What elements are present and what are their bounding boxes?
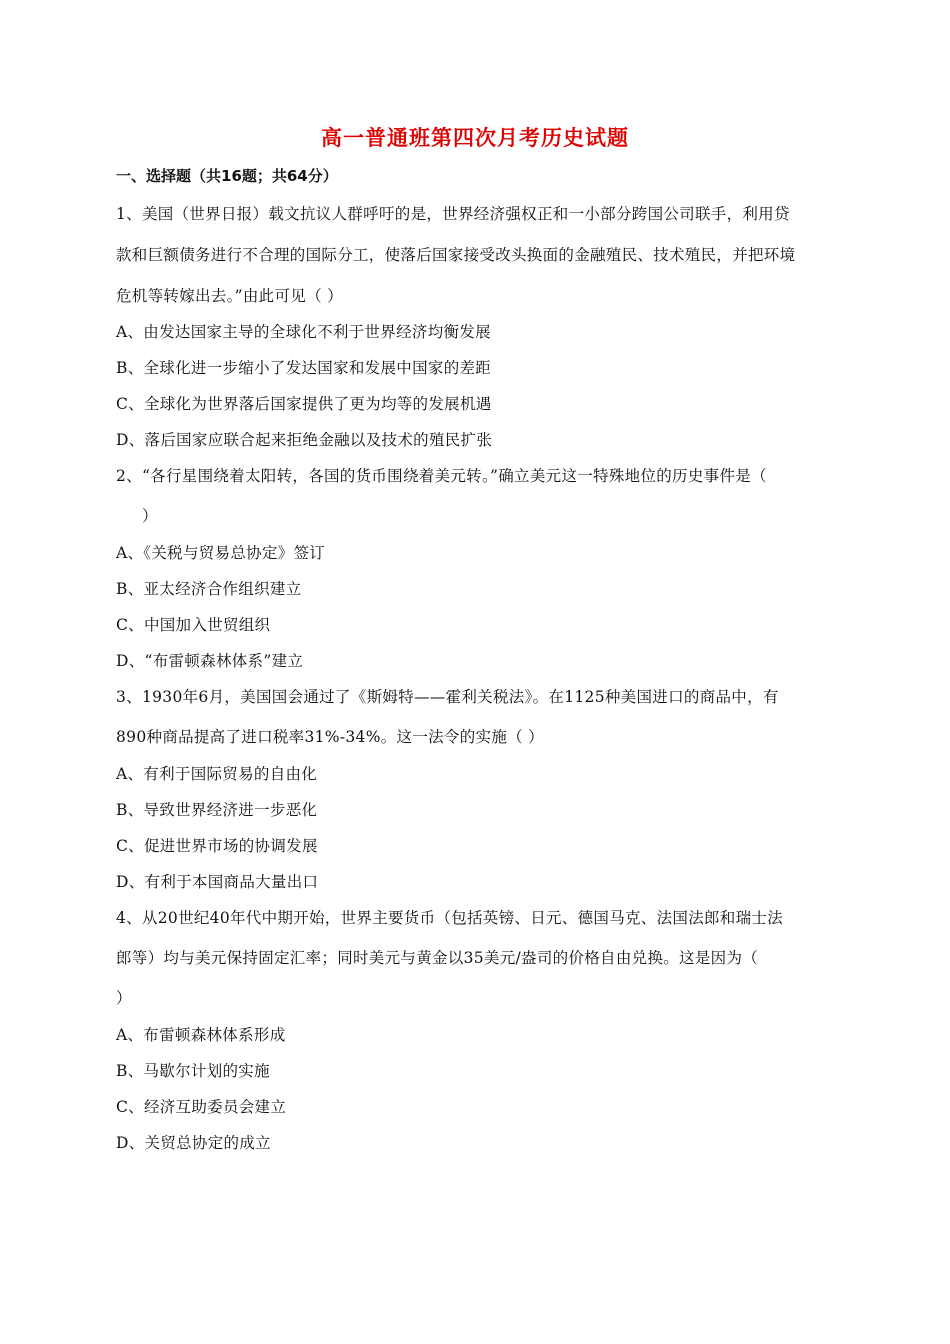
- question-3-line-2: 890种商品提高了进口税率31%-34%。这一法令的实施（ ）: [116, 728, 544, 746]
- question-2-option-c: C、中国加入世贸组织: [116, 616, 271, 634]
- question-2-option-b: B、亚太经济合作组织建立: [116, 580, 302, 598]
- question-4-option-a: A、布雷顿森林体系形成: [116, 1026, 286, 1044]
- question-3-line-1: 3、1930年6月，美国国会通过了《斯姆特——霍利关税法》。在1125种美国进口的商品中，有: [116, 688, 779, 706]
- question-4-line-1: 4、从20世纪40年代中期开始，世界主要货币（包括英镑、日元、德国马克、法国法郎和瑞士法: [116, 909, 784, 927]
- section-heading: 一、选择题（共16题；共64分）: [116, 167, 338, 185]
- page-title: 高一普通班第四次月考历史试题: [321, 125, 629, 150]
- question-1-option-a: A、由发达国家主导的全球化不利于世界经济均衡发展: [116, 323, 491, 341]
- question-4-option-c: C、经济互助委员会建立: [116, 1098, 287, 1116]
- question-3-option-d: D、有利于本国商品大量出口: [116, 873, 319, 891]
- question-1-line-3: 危机等转嫁出去。”由此可见（ ）: [116, 287, 343, 305]
- question-3-option-b: B、导致世界经济进一步恶化: [116, 801, 318, 819]
- question-1-option-c: C、全球化为世界落后国家提供了更为均等的发展机遇: [116, 395, 492, 413]
- question-3-option-c: C、促进世界市场的协调发展: [116, 837, 318, 855]
- question-1-line-2: 款和巨额债务进行不合理的国际分工，使落后国家接受改头换面的金融殖民、技术殖民，并把环境: [116, 246, 796, 264]
- question-1-option-d: D、落后国家应联合起来拒绝金融以及技术的殖民扩张: [116, 431, 493, 449]
- question-2-line-2: ）: [142, 507, 158, 525]
- question-1-line-1: 1、美国（世界日报）载文抗议人群呼吁的是，世界经济强权正和一小部分跨国公司联手，利用贷: [116, 205, 790, 223]
- question-2-line-1: 2、“各行星围绕着太阳转，各国的货币围绕着美元转。”确立美元这一特殊地位的历史事件是（: [116, 467, 767, 485]
- question-4-line-3: ）: [116, 989, 132, 1007]
- question-2-option-a: A、《关税与贸易总协定》签订: [116, 544, 326, 562]
- question-1-option-b: B、全球化进一步缩小了发达国家和发展中国家的差距: [116, 359, 492, 377]
- question-3-option-a: A、有利于国际贸易的自由化: [116, 765, 318, 783]
- question-4-line-2: 郎等）均与美元保持固定汇率；同时美元与黄金以35美元/盎司的价格自由兑换。这是因为（: [116, 949, 759, 967]
- question-2-option-d: D、“布雷顿森林体系”建立: [116, 652, 304, 670]
- question-4-option-b: B、马歇尔计划的实施: [116, 1062, 270, 1080]
- question-4-option-d: D、关贸总协定的成立: [116, 1134, 271, 1152]
